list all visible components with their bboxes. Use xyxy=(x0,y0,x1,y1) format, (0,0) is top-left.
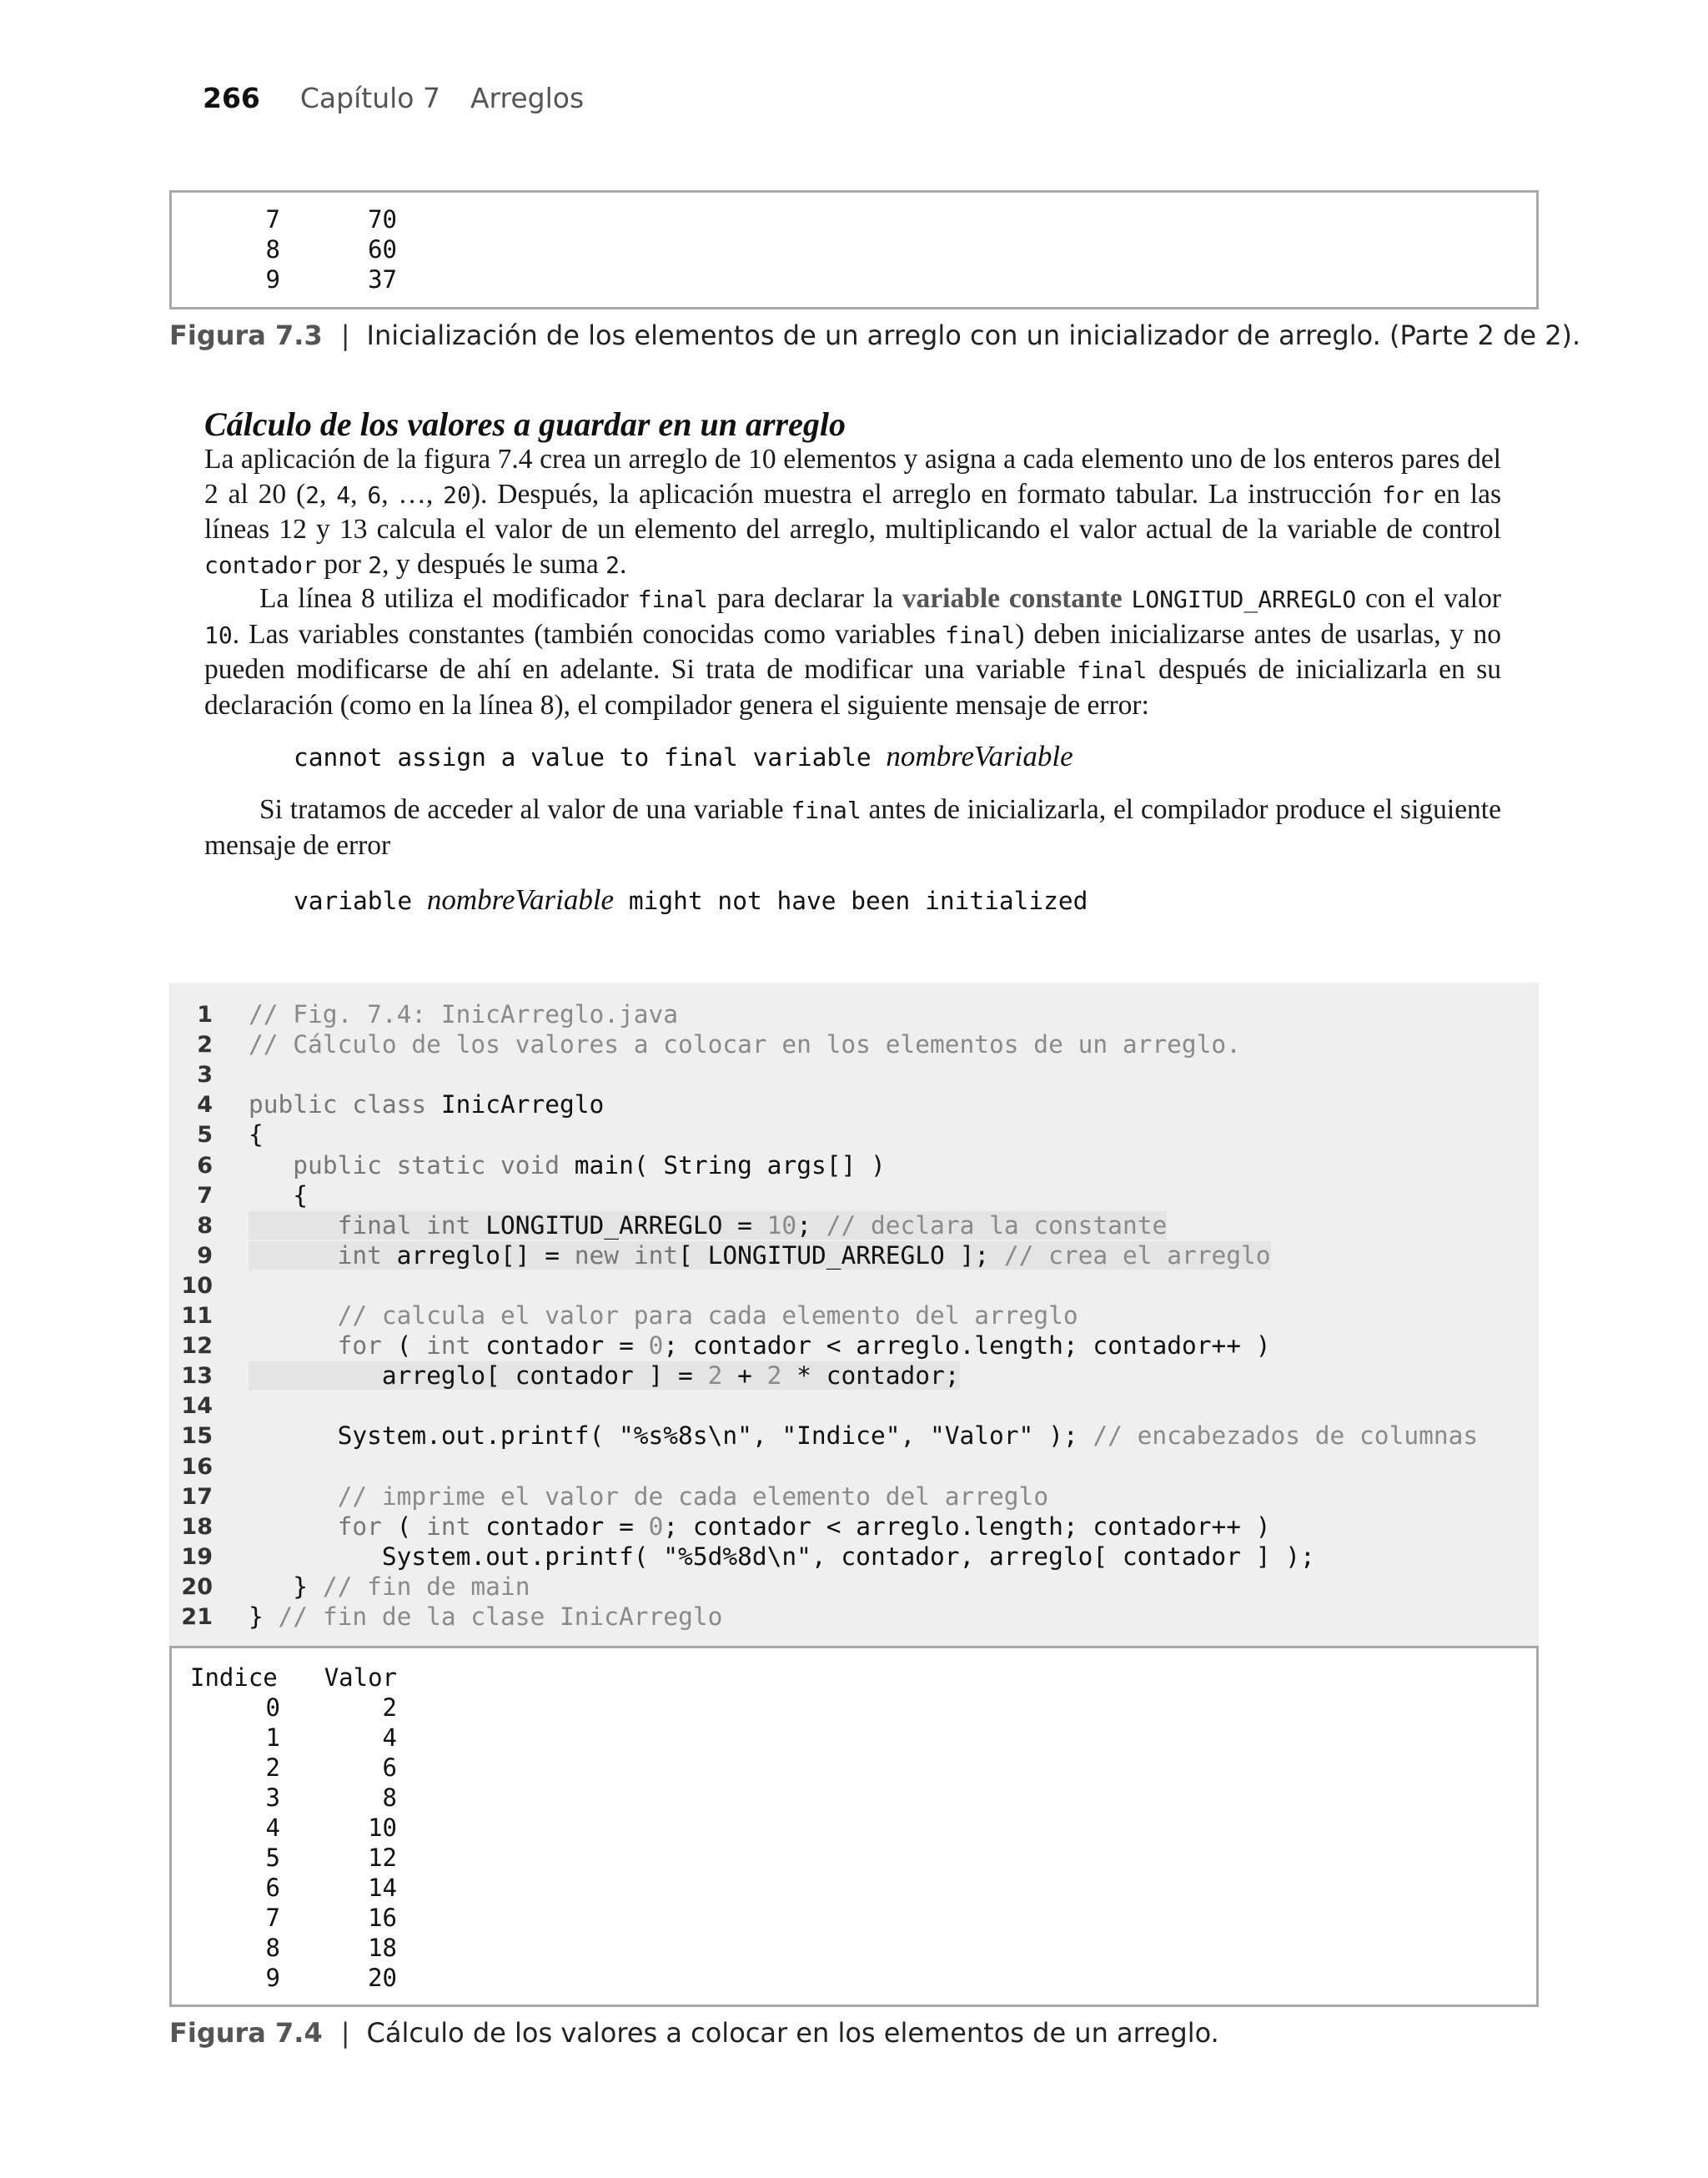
output-index: 7 xyxy=(265,1904,280,1932)
line-number: 20 xyxy=(181,1573,213,1600)
code-line: int arreglo[] = new int[ LONGITUD_ARREGLO ]; // crea el arreglo xyxy=(249,1241,1271,1270)
code-line: System.out.printf( "%s%8s\n", "Indice", "Valor" ); // encabezados de columnas xyxy=(249,1421,1479,1451)
inline-code: 20 xyxy=(443,480,471,509)
caption-separator: | xyxy=(340,2017,350,2049)
line-number: 11 xyxy=(181,1303,213,1329)
caption-separator: | xyxy=(340,319,350,351)
output-value: 4 xyxy=(382,1723,397,1752)
output-index: 9 xyxy=(265,1964,280,1992)
code-line: // calcula el valor para cada elemento del arreglo xyxy=(337,1301,1078,1330)
fig73-caption-text: Inicialización de los elementos de un arreglo con un inicializador de arreglo. (Parte 2 de 2). xyxy=(366,319,1581,351)
output-value: 2 xyxy=(382,1693,397,1722)
output-index: 1 xyxy=(265,1723,280,1752)
output-row xyxy=(190,1783,397,1813)
text: La aplicación de la figura 7.4 crea un arreglo de 10 elementos y asigna a cada elemento uno de los enteros pares del 2 al 20 ( xyxy=(204,444,1501,510)
section-title: Cálculo de los valores a guardar en un arreglo xyxy=(204,405,846,443)
inline-code: LONGITUD_ARREGLO xyxy=(1131,586,1357,613)
text: , xyxy=(350,478,368,510)
output-value: 18 xyxy=(368,1934,397,1962)
fig73-output-box xyxy=(169,190,1539,309)
line-number: 15 xyxy=(181,1423,213,1450)
inline-code: final xyxy=(1077,656,1148,685)
inline-code: 2 xyxy=(368,551,383,579)
line-number: 6 xyxy=(197,1152,213,1179)
output-index: 3 xyxy=(265,1783,280,1812)
line-number: 8 xyxy=(197,1212,213,1239)
code-line: { xyxy=(249,1120,264,1149)
output-row xyxy=(222,264,397,294)
code-line: for ( int contador = 0; contador < arreglo.length; contador++ ) xyxy=(337,1512,1271,1541)
paragraph-3 xyxy=(204,792,1501,863)
error-code: variable xyxy=(294,887,427,915)
output-row xyxy=(190,1903,397,1933)
code-line: public class InicArreglo xyxy=(249,1090,605,1119)
output-header-value: Valor xyxy=(324,1663,397,1692)
text: , xyxy=(319,478,337,510)
code-line: for ( int contador = 0; contador < arreglo.length; contador++ ) xyxy=(337,1331,1271,1361)
line-number: 5 xyxy=(197,1122,213,1149)
code-line: public static void main( String args[] ) xyxy=(293,1150,886,1180)
output-index: 0 xyxy=(265,1693,280,1722)
output-row xyxy=(190,1693,397,1723)
code-line: } // fin de la clase InicArreglo xyxy=(249,1602,723,1631)
code-line: { xyxy=(249,1180,309,1210)
text xyxy=(1123,583,1132,614)
fig74-caption xyxy=(169,2017,1219,2049)
inline-code: 10 xyxy=(204,621,233,649)
text: en las líneas 12 y 13 calcula el valor de un elemento del arreglo, multiplicando el valor actual de la variable de control xyxy=(204,478,1501,546)
code-line: } // fin de main xyxy=(249,1572,530,1601)
output-value: 6 xyxy=(382,1753,397,1782)
output-value: 20 xyxy=(368,1964,397,1992)
text: ). Después, la aplicación muestra el arreglo en formato tabular. La instrucción xyxy=(470,478,1382,510)
line-number: 4 xyxy=(197,1092,213,1119)
output-row xyxy=(190,1723,397,1753)
output-header-index: Indice xyxy=(190,1663,278,1692)
paragraph-1 xyxy=(204,442,1501,582)
output-index: 8 xyxy=(265,235,280,264)
chapter-label: Capítulo 7 xyxy=(299,82,440,114)
output-index: 8 xyxy=(265,1934,280,1962)
fig74-label: Figura 7.4 xyxy=(169,2017,323,2049)
line-number: 14 xyxy=(181,1393,213,1420)
text: para declarar la xyxy=(707,583,902,614)
inline-code: 2 xyxy=(305,480,320,509)
line-number: 18 xyxy=(181,1513,213,1540)
inline-code: final xyxy=(637,586,708,613)
text: por xyxy=(316,548,369,580)
inline-code: 4 xyxy=(336,480,351,509)
line-number: 13 xyxy=(181,1363,213,1390)
line-number: 1 xyxy=(197,1002,213,1028)
error-code: might not have been initialized xyxy=(614,887,1088,915)
text: , …, xyxy=(381,478,444,510)
error-message-1 xyxy=(294,740,1073,773)
line-number: 10 xyxy=(181,1272,213,1299)
fig74-output-box xyxy=(169,1646,1539,2007)
output-row xyxy=(190,1873,397,1903)
line-number: 16 xyxy=(181,1453,213,1480)
fig74-output-table xyxy=(190,1662,397,1993)
output-header-row xyxy=(190,1662,397,1693)
output-row xyxy=(190,1963,397,1993)
fig73-caption xyxy=(169,319,1580,351)
text: después de inicializarla en su declaración (como en la línea 8), el compilador genera el siguiente mensaje de error: xyxy=(204,654,1501,721)
text: con el valor xyxy=(1356,583,1501,614)
text: Si tratamos de acceder al valor de una variable xyxy=(259,794,791,825)
code-line: arreglo[ contador ] = 2 + 2 * contador; xyxy=(249,1361,960,1391)
output-row xyxy=(190,1753,397,1783)
line-number: 21 xyxy=(181,1604,213,1630)
output-value: 37 xyxy=(368,265,397,294)
text: antes de inicializarla, el compilador produce el siguiente mensaje de error xyxy=(204,794,1501,861)
line-number: 7 xyxy=(197,1182,213,1209)
inline-code: for xyxy=(1381,480,1424,509)
output-value: 10 xyxy=(368,1813,397,1842)
fig73-output-table xyxy=(222,204,397,294)
error-variable: nombreVariable xyxy=(426,883,615,916)
output-value: 14 xyxy=(368,1874,397,1902)
fig74-caption-text: Cálculo de los valores a colocar en los elementos de un arreglo. xyxy=(366,2017,1219,2049)
code-line: System.out.printf( "%5d%8d\n", contador, arreglo[ contador ] ); xyxy=(249,1542,1315,1571)
error-variable: nombreVariable xyxy=(886,740,1073,772)
page-number: 266 xyxy=(203,82,260,114)
inline-code: contador xyxy=(204,551,317,579)
line-number: 17 xyxy=(181,1483,213,1510)
text: . xyxy=(619,548,627,580)
output-index: 5 xyxy=(265,1844,280,1872)
output-value: 12 xyxy=(368,1844,397,1872)
fig73-label: Figura 7.3 xyxy=(169,319,323,351)
line-number: 12 xyxy=(181,1333,213,1360)
line-number: 19 xyxy=(181,1543,213,1570)
output-value: 16 xyxy=(368,1904,397,1932)
text: . Las variables constantes (también conocidas como variables xyxy=(232,618,945,650)
code-line: final int LONGITUD_ARREGLO = 10; // declara la constante xyxy=(249,1211,1167,1240)
keyword-term: variable constante xyxy=(902,583,1123,614)
inline-code: 2 xyxy=(605,551,620,579)
text: , y después le suma xyxy=(382,548,606,580)
output-index: 2 xyxy=(265,1753,280,1782)
error-message-2 xyxy=(294,883,1088,917)
output-index: 4 xyxy=(265,1813,280,1842)
paragraph-2 xyxy=(204,581,1501,722)
code-line: // Fig. 7.4: InicArreglo.java xyxy=(249,1000,679,1029)
code-line: // Cálculo de los valores a colocar en los elementos de un arreglo. xyxy=(249,1030,1241,1059)
page-header xyxy=(203,82,584,114)
text: ) deben inicializarse antes de usarlas, y no pueden modificarse de ahí en adelante. Si trata de modificar una variable xyxy=(204,618,1501,686)
output-row xyxy=(190,1933,397,1963)
output-row xyxy=(190,1843,397,1873)
inline-code: final xyxy=(791,797,862,824)
code-line: // imprime el valor de cada elemento del arreglo xyxy=(337,1481,1049,1511)
output-index: 7 xyxy=(265,205,280,234)
output-row xyxy=(190,1813,397,1843)
output-value: 70 xyxy=(368,205,397,234)
inline-code: 6 xyxy=(367,480,382,509)
output-index: 6 xyxy=(265,1874,280,1902)
output-index: 9 xyxy=(265,265,280,294)
output-row xyxy=(222,234,397,264)
output-value: 8 xyxy=(382,1783,397,1812)
output-row xyxy=(222,204,397,234)
error-code: cannot assign a value to final variable xyxy=(294,743,887,772)
code-listing xyxy=(169,983,1539,1646)
line-number: 3 xyxy=(197,1062,213,1089)
line-number: 9 xyxy=(197,1242,213,1269)
output-value: 60 xyxy=(368,235,397,264)
text: La línea 8 utiliza el modificador xyxy=(259,583,638,614)
inline-code: final xyxy=(945,621,1016,649)
chapter-title: Arreglos xyxy=(470,82,585,114)
line-number: 2 xyxy=(197,1032,213,1059)
